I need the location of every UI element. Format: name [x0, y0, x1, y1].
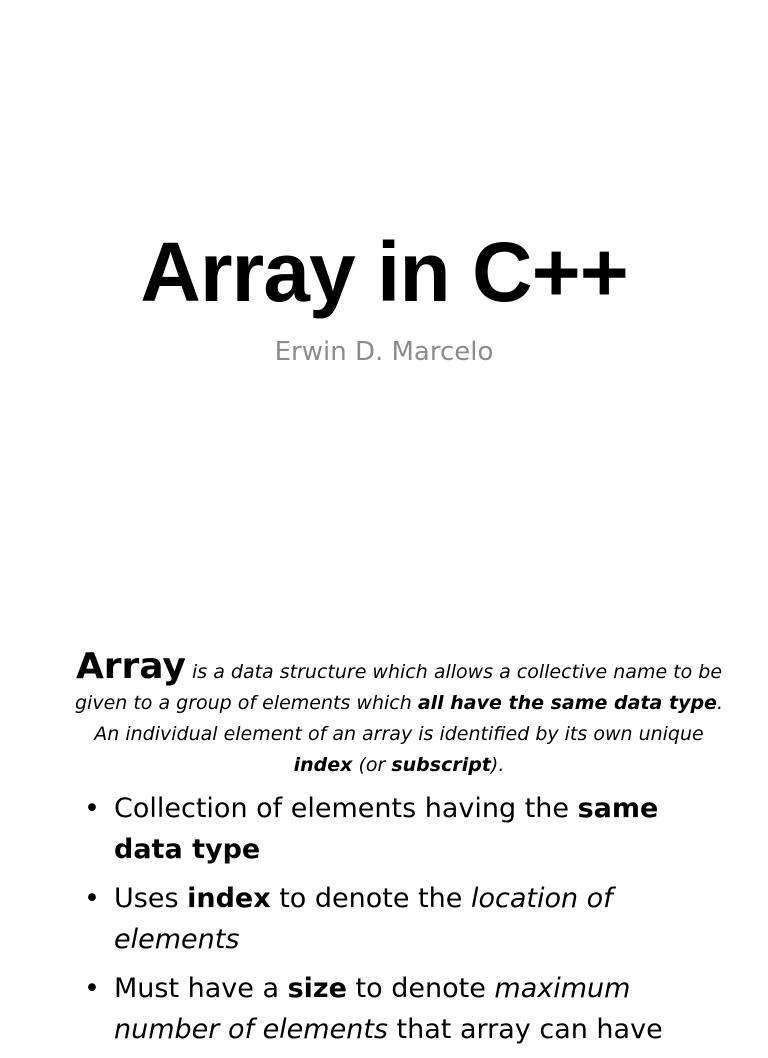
definition-text: ). [490, 754, 505, 776]
slide-title: Array in C++ [140, 225, 628, 319]
bullet-italic: location of elements [114, 883, 613, 955]
definition-text: . An individual element of an array is identified by its own unique [94, 692, 723, 745]
bullet-text: Uses [114, 883, 188, 914]
definition-text: (or [352, 754, 392, 776]
bullet-italic: maximum number of elements [114, 973, 631, 1045]
bullet-text: to denote the [270, 883, 471, 914]
definition-emphasis: index [293, 754, 353, 776]
bullet-bold: same data type [114, 793, 659, 865]
bullet-dot: • [84, 793, 100, 824]
bullet-item [84, 788, 724, 870]
bullet-text: that array can have [387, 1014, 663, 1045]
content-slide [0, 576, 768, 1045]
bullet-item [84, 878, 724, 960]
bullet-bold: index [187, 883, 271, 914]
bullet-text: Collection of elements having the [114, 793, 578, 824]
bullet-text: to denote [346, 973, 495, 1004]
array-definition [74, 646, 724, 781]
bullet-dot: • [84, 973, 100, 1004]
definition-emphasis: subscript [391, 754, 491, 776]
bullet-dot: • [84, 883, 100, 914]
slide-author: Erwin D. Marcelo [274, 337, 494, 367]
bullet-bold: size [287, 973, 347, 1004]
bullet-text: Must have a [114, 973, 288, 1004]
definition-text: is a data structure which allows a collective name to be given to a group of elements which [74, 661, 723, 714]
bullet-list [84, 788, 724, 1058]
definition-term: Array [75, 646, 186, 687]
bullet-item [84, 968, 724, 1050]
definition-emphasis: all have the same data type [417, 692, 717, 714]
